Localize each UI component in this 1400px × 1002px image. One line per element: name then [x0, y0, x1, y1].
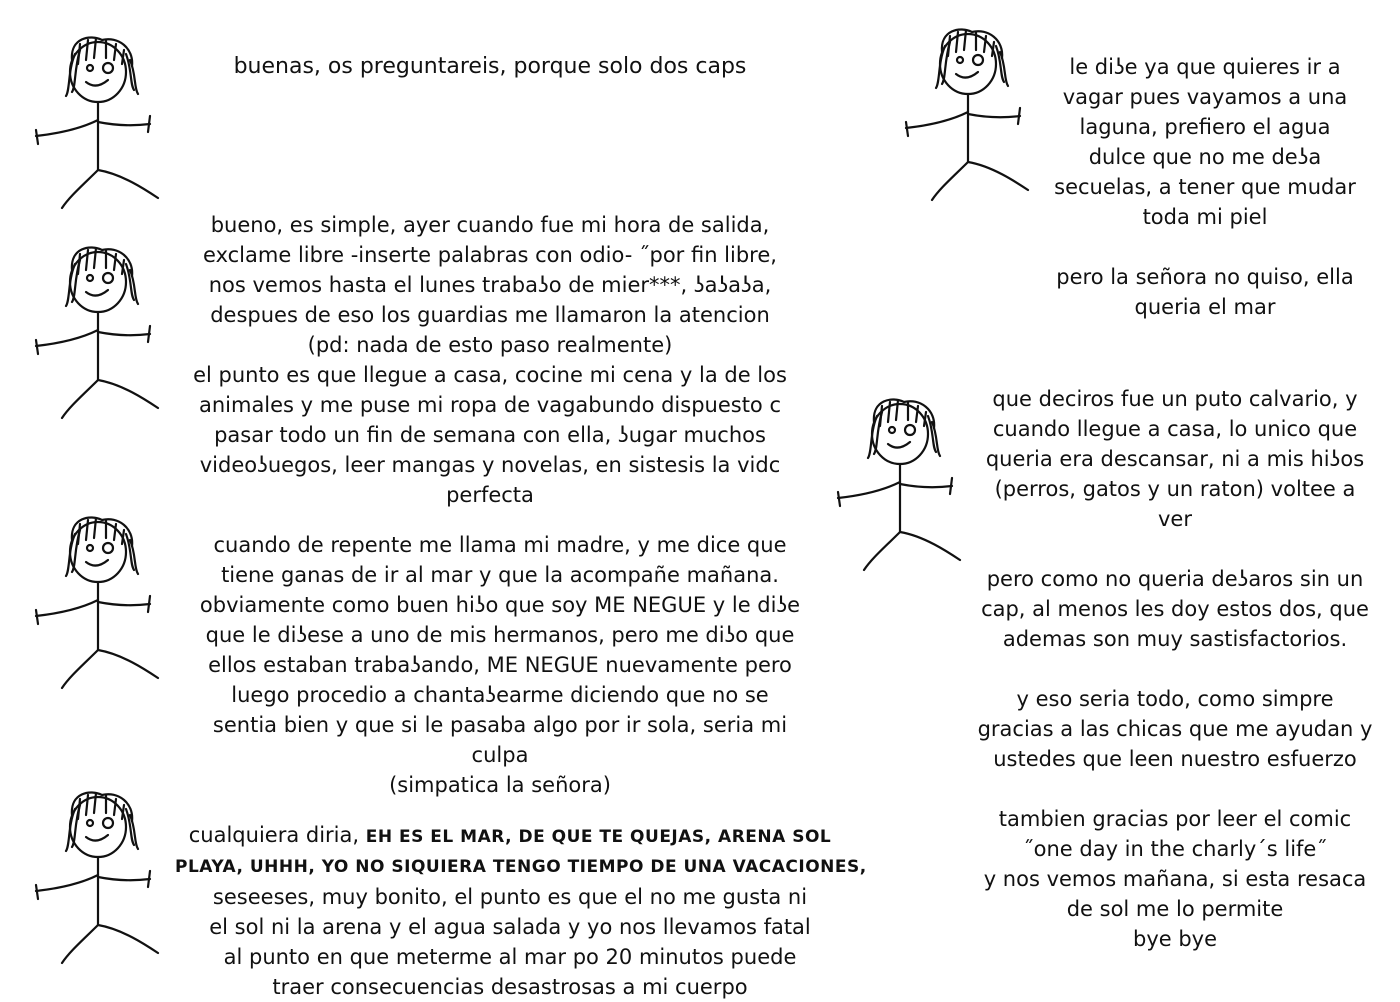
text-block-4	[175, 820, 867, 1002]
text-line: bye bye	[1132, 927, 1218, 951]
text-line: ˝one day in the charly´s life˝	[1023, 837, 1327, 861]
text-block-8	[960, 564, 1390, 654]
text-line: sentia bien y que si le pasaba algo por ir sola, seria mi	[212, 713, 788, 737]
text-line: nos vemos hasta el lunes trabaʖo de mier***, ʖaʖaʖa,	[208, 273, 772, 297]
text-line: animales y me puse mi ropa de vagabundo dispuesto c	[198, 393, 782, 417]
text-line: ademas son muy sastisfactorios.	[1002, 627, 1348, 651]
stick-figure-icon	[30, 30, 165, 210]
text-line: (perros, gatos y un raton) voltee a	[994, 477, 1356, 501]
text-line: pero como no queria deʖaros sin un	[986, 567, 1364, 591]
text-line: y eso seria todo, como simpre	[1016, 687, 1334, 711]
text-block-5	[1030, 52, 1380, 232]
text-line-intro	[175, 820, 845, 852]
text-line: culpa	[471, 743, 529, 767]
text-line: le diʖe ya que quieres ir a	[1069, 55, 1341, 79]
text-line: el punto es que llegue a casa, cocine mi cena y la de los	[193, 363, 787, 387]
text-line: y nos vemos mañana, si esta resaca	[983, 867, 1367, 891]
text-line: buenas, os preguntareis, porque solo dos caps	[233, 54, 747, 79]
text-line: exclame libre -inserte palabras con odio- ˝por fin libre,	[203, 243, 777, 267]
stick-figure-5	[900, 22, 1035, 202]
text-line: pasar todo un fin de semana con ella, ʖugar muchos	[214, 423, 766, 447]
text-line: ellos estaban trabaʖando, ME NEGUE nuevamente pero	[208, 653, 792, 677]
text-line: cap, al menos les doy estos dos, que	[981, 597, 1369, 621]
text-line: tambien gracias por leer el comic	[998, 807, 1352, 831]
text-line: al punto en que meterme al mar po 20 minutos puede	[223, 945, 797, 969]
text-line: tiene ganas de ir al mar y que la acompañe mañana.	[221, 563, 779, 587]
text-block-2	[160, 210, 820, 510]
text-line: que deciros fue un puto calvario, y	[992, 387, 1358, 411]
text-line: vagar pues vayamos a una	[1062, 85, 1348, 109]
text-line: pero la señora no quiso, ella	[1056, 265, 1354, 289]
text-line: cuando de repente me llama mi madre, y me dice que	[213, 533, 787, 557]
text-block-7	[960, 384, 1390, 534]
stick-figure-4	[30, 785, 165, 965]
text-line: seseeses, muy bonito, el punto es que el no me gusta ni	[212, 885, 808, 909]
text-line: obviamente como buen hiʖo que soy ME NEGUE y le diʖe	[199, 593, 801, 617]
shout-text: PLAYA, UHHH, YO NO SIQUIERA TENGO TIEMPO DE UNA VACACIONES,	[175, 857, 867, 877]
stick-figure-6	[832, 392, 967, 572]
text-line: (pd: nada de esto paso realmente)	[307, 333, 673, 357]
stick-figure-icon	[30, 240, 165, 420]
intro-text: cualquiera diria,	[188, 823, 360, 847]
text-block-10	[960, 804, 1390, 954]
stick-figure-1	[30, 30, 165, 210]
text-line: bueno, es simple, ayer cuando fue mi hora de salida,	[210, 213, 770, 237]
text-block-3	[160, 530, 840, 800]
stick-figure-icon	[900, 22, 1035, 202]
text-line: videoʖuegos, leer mangas y novelas, en sistesis la vidc	[199, 453, 781, 477]
text-line: dulce que no me deʖa	[1088, 145, 1322, 169]
text-line: perfecta	[446, 483, 534, 507]
text-line: traer consecuencias desastrosas a mi cuerpo	[272, 975, 748, 999]
text-line: queria era descansar, ni a mis hiʖos	[985, 447, 1365, 471]
stick-figure-2	[30, 240, 165, 420]
text-line: cuando llegue a casa, lo unico que	[992, 417, 1358, 441]
text-line: ver	[1158, 507, 1192, 531]
text-line: secuelas, a tener que mudar	[1054, 175, 1356, 199]
stick-figure-icon	[30, 785, 165, 965]
stick-figure-icon	[30, 510, 165, 690]
stick-figure-3	[30, 510, 165, 690]
text-line: gracias a las chicas que me ayudan y	[977, 717, 1373, 741]
text-line: (simpatica la señora)	[389, 773, 611, 797]
text-block-6	[1030, 262, 1380, 322]
text-line: de sol me lo permite	[1066, 897, 1284, 921]
text-block-1	[170, 52, 810, 82]
stick-figure-icon	[832, 392, 967, 572]
text-line: laguna, prefiero el agua	[1079, 115, 1331, 139]
text-line: despues de eso los guardias me llamaron la atencion	[210, 303, 770, 327]
text-line: luego procedio a chantaʖearme diciendo que no se	[231, 683, 769, 707]
text-line: ustedes que leen nuestro esfuerzo	[993, 747, 1357, 771]
text-line: queria el mar	[1134, 295, 1276, 319]
text-line: el sol ni la arena y el agua salada y yo nos llevamos fatal	[209, 915, 811, 939]
text-line: toda mi piel	[1142, 205, 1268, 229]
text-block-9	[960, 684, 1390, 774]
text-line: que le diʖese a uno de mis hermanos, pero me diʖo que	[205, 623, 795, 647]
shout-text: EH ES EL MAR, DE QUE TE QUEJAS, ARENA SOL	[365, 827, 832, 847]
